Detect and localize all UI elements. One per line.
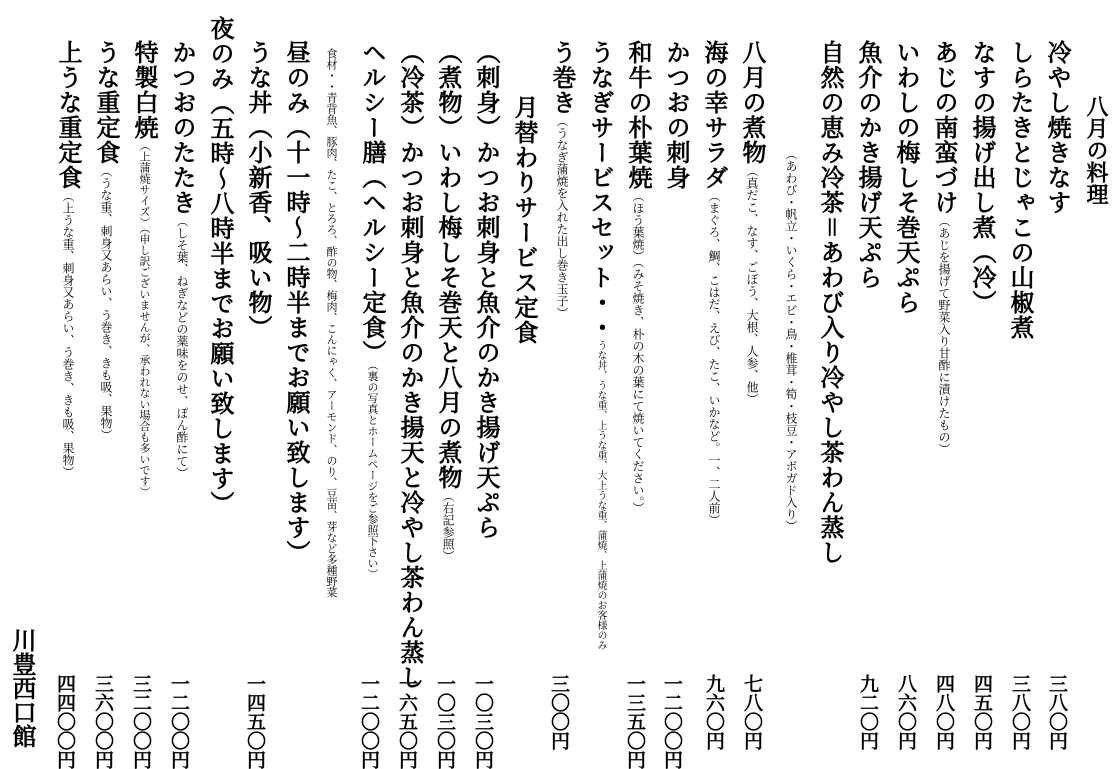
item-price: 一〇三〇円	[472, 674, 494, 769]
menu-item	[244, 40, 273, 340]
item-note: （右記参照）	[441, 490, 455, 562]
item-note: （ほう葉焼）（みそ焼き、朴の木の葉にて焼いてください。）	[631, 190, 645, 514]
menu-item	[816, 40, 845, 565]
item-price: 九二〇円	[857, 674, 879, 750]
item-price: 四五〇円	[971, 674, 993, 750]
item-name: （刺身）かつお刺身と魚介のかき揚げ天ぷら	[472, 40, 501, 540]
shop-name: 川豊西口館	[8, 628, 37, 748]
item-note: うな丼、うな重、上うな重、大上うな重、蒲焼、上蒲焼のお客様のみ	[595, 340, 606, 650]
item-price: 三八〇円	[1009, 674, 1031, 750]
item-name: うな重定食	[92, 40, 121, 165]
menu-item	[54, 40, 83, 478]
menu-item	[854, 40, 883, 290]
item-name: 冷やし焼きなす	[1043, 40, 1072, 215]
item-note: （あじを揚げて野菜入り甘酢に漬けたもの）	[937, 215, 951, 455]
item-name: しらたきとじゃこの山椒煮	[1006, 40, 1035, 340]
item-price: 三八〇円	[1046, 674, 1068, 750]
menu-item	[358, 40, 387, 580]
item-price: 三六〇〇円	[92, 674, 114, 769]
item-note: （うな重、刺身又あらい、う巻き、きも吸、果物）	[99, 165, 113, 441]
item-name: うなぎサービスセット・・	[586, 40, 615, 340]
item-price: 八六〇円	[895, 674, 917, 750]
item-name: 海の幸サラダ	[700, 40, 729, 190]
item-name: なすの揚げ出し煮（冷）	[968, 40, 997, 315]
menu-item	[738, 40, 767, 405]
menu-item	[930, 40, 959, 455]
menu-item-note	[323, 48, 339, 598]
item-price: 一二〇〇円	[168, 674, 190, 769]
menu-item	[396, 40, 425, 690]
menu-title: 八月の料理	[1083, 95, 1109, 205]
item-price: 一〇三〇円	[434, 674, 456, 769]
item-note: （しそ葉、ねぎなどの薬味をのせ、ぽん酢にて）	[175, 215, 189, 479]
item-note: （まぐろ、鯛、こはだ、えび、たこ、いかなど。一、二人前）	[707, 190, 721, 526]
menu-item	[92, 40, 121, 441]
item-price: 九六〇円	[703, 674, 725, 750]
menu-item	[548, 40, 577, 319]
menu-item	[130, 40, 159, 498]
item-name: ヘルシー膳（ヘルシー定食）	[358, 40, 387, 365]
item-name: うな丼（小新香、吸い物）	[244, 40, 273, 340]
item-price: 一三五〇円	[624, 674, 646, 769]
section-title: 昼のみ（十一時～二時半までお願い致します）	[282, 40, 311, 565]
item-price: 三〇〇円	[548, 674, 570, 750]
section-title: 月替わりサービス定食	[510, 95, 539, 345]
menu-section-heading	[206, 16, 235, 516]
item-name: （煮物）いわし梅しそ巻天と八月の煮物	[434, 40, 463, 490]
item-note: （あわび・帆立・いくら・エビ・鳥・椎茸・筍・枝豆・アボガド入り）	[784, 148, 798, 532]
item-name: 八月の煮物	[738, 40, 767, 165]
menu-section-heading	[510, 95, 539, 345]
item-name: （冷茶）かつお刺身と魚介のかき揚天と冷やし茶わん蒸し	[396, 40, 425, 690]
menu-item	[586, 40, 615, 650]
item-name: う巻き	[548, 40, 577, 115]
item-price: 一四五〇円	[244, 674, 266, 769]
item-name: 上うな重定食	[54, 40, 83, 190]
section-title: 夜のみ（五時～八時半までお願い致します）	[206, 16, 235, 516]
item-name: あじの南蛮づけ	[930, 40, 959, 215]
item-price: 四四〇〇円	[54, 674, 76, 769]
item-price: 三二〇〇円	[130, 674, 152, 769]
item-price: 一六五〇円	[396, 674, 418, 769]
item-note: （真だこ、なす、ごぼう、大根、人参、他）	[745, 165, 759, 405]
menu-item	[662, 40, 691, 190]
item-name: 特製白焼	[130, 40, 159, 140]
menu-item	[1043, 40, 1072, 215]
item-note: （うなぎ蒲焼を入れた出し巻き玉子）	[555, 115, 569, 319]
menu-item	[168, 40, 197, 479]
item-name: 和牛の朴葉焼	[624, 40, 653, 190]
menu-item	[434, 40, 463, 562]
item-name: 自然の恵み冷茶＝あわび入り冷やし茶わん蒸し	[816, 40, 845, 565]
menu-item	[472, 40, 501, 540]
item-price: 四八〇円	[933, 674, 955, 750]
item-name: かつおの刺身	[662, 40, 691, 190]
menu-item	[624, 40, 653, 514]
item-price: 七八〇円	[741, 674, 763, 750]
item-name: いわしの梅しそ巻天ぷら	[892, 40, 921, 315]
menu-item	[700, 40, 729, 526]
item-name: 魚介のかき揚げ天ぷら	[854, 40, 883, 290]
menu-item-note	[783, 148, 799, 532]
item-note: （裏の写真とホームページをご参照下さい）	[366, 365, 379, 580]
menu-section-heading	[282, 40, 311, 565]
item-note: （上蒲焼サイズ）（申し訳ございませんが、承われない場合も多いです）	[138, 140, 151, 498]
item-price: 一二〇〇円	[358, 674, 380, 769]
item-name: かつおのたたき	[168, 40, 197, 215]
menu-item	[892, 40, 921, 315]
item-note: 食材・・青背魚、豚肉、たこ、とろろ、酢の物、梅肉、こんにゃく、アーモンド、のり、豆苗、芽など多種野菜	[325, 48, 338, 598]
item-note: （上うな重、刺身又あらい、う巻き、きも吸、果物）	[61, 190, 75, 478]
menu-item	[1006, 40, 1035, 340]
menu-item	[968, 40, 997, 315]
item-price: 一二〇〇円	[661, 674, 683, 769]
